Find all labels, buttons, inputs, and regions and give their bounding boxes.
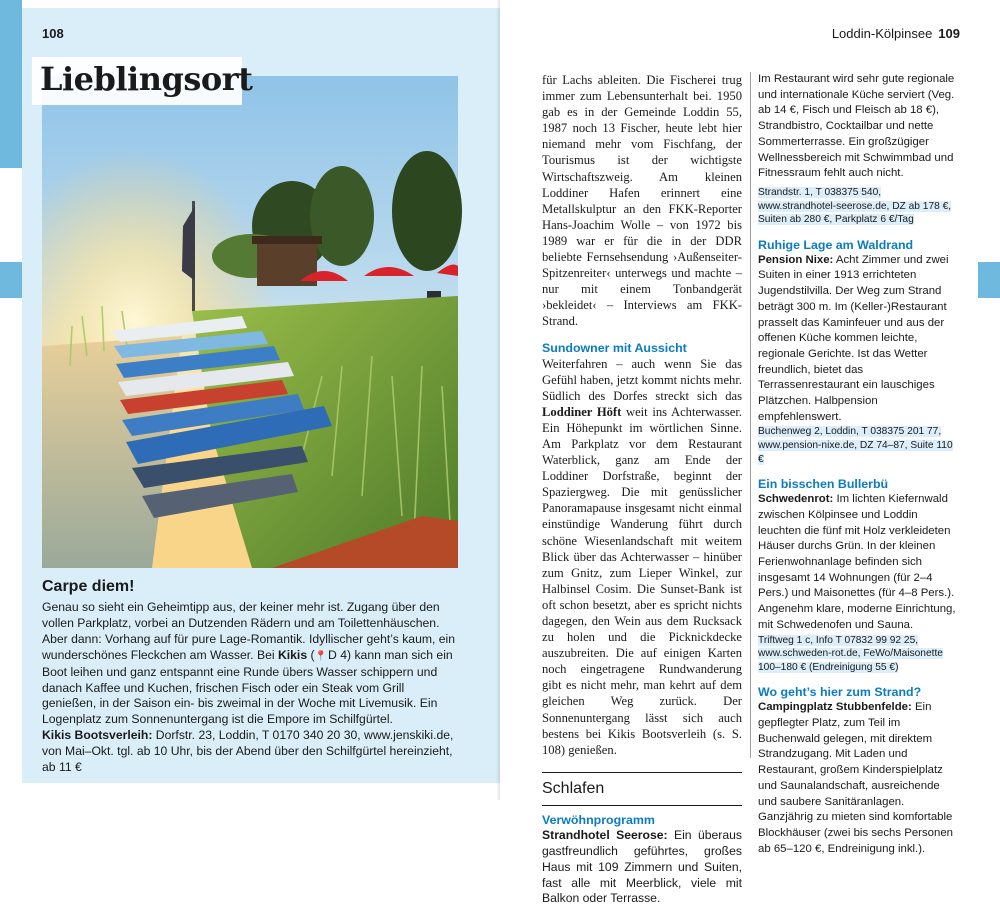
nixe-name: Pension Nixe: (758, 253, 834, 266)
camping-text: Ein gepflegter Platz, zum Teil im Buchenwald gelegen, mit direktem Strandzugang. Mit Laden und Restaurant, großem Kinderspielplatz und Saunalandschaft, ausreichende und saubere Sanitäranlagen. Ganzjährig zu mieten sind komfortable Blockhäuser (zwei bis sechs Personen ab 65–120 €, Endreinigung inkl.). (758, 701, 953, 855)
info-label: Kikis Bootsverleih: (42, 728, 153, 743)
page-title: Lieblingsort (40, 60, 253, 98)
nixe-info-text: Buchenweg 2, Loddin, T 038375 201 77, www.pension-nixe.de, DZ 74–87, Suite 110 € (758, 426, 953, 465)
seerose-paragraph (542, 828, 742, 907)
seerose-info-text: Strandstr. 1, T 038375 540, www.strandhotel-seerose.de, DZ ab 178 €, Suiten ab 280 €, Parkplatz 6 €/Tag (758, 186, 952, 226)
seerose-name: Strandhotel Seerose: (542, 827, 668, 842)
camping-paragraph (758, 700, 958, 857)
info-text: Dorfstr. 23, Loddin, T 0170 340 20 30, www.jenskiki.de, von Mai–Okt. tgl. ab 10 Uhr, bis der Abend über den Schilfgürtel hereinzieht, ab 11 € (42, 728, 454, 775)
section-heading: Wo geht’s hier zum Strand? (758, 685, 922, 700)
column-divider (750, 72, 751, 758)
lake-boats-photo (42, 76, 458, 568)
page-number: 108 (42, 26, 64, 41)
schwedenrot-info-text: Triftweg 1 c, Info T 07832 99 92 25, www.schweden-rot.de, FeWo/Maisonette 100–180 € (Endreinigung 55 €) (758, 634, 943, 673)
nixe-info (758, 425, 958, 466)
feature-text: Genau so sieht ein Geheimtipp aus, der keiner mehr ist. Zugang über den vollen Parkplatz, vorbei an Dutzenden Rädern und am Toilettenhäuschen. Aber dann: Vorhang auf für pure Lage-Romantik. Idyllischer geht’s kaum, ein wunderschönes Fleckchen am Wasser. Bei Kikis (📍 D 4) kann man sich ein Boot leihen und ganz entspannt eine Runde übers Wasser schippern und danach Kaffee und Kuchen, frischen Fisch oder ein Steak vom Grill genießen, in der Saison ein- bis zweimal in der Woche mit Livemusik. Ein Logenplatz zum Sonnenuntergang ist die Empore im Schilfgürtel. Kikis Bootsverleih: Dorfstr. 23, Loddin, T 0170 340 20 30, www.jenskiki.de, von Mai–Okt. tgl. ab 10 Uhr, bis der Abend über den Schilfgürtel hereinzieht, ab 11 € (42, 600, 456, 775)
section-heading: Ruhige Lage am Waldrand (758, 237, 914, 252)
schwedenrot-info (758, 634, 958, 675)
section-heading: Ein bisschen Bullerbü (758, 477, 889, 492)
sundowner-paragraph (542, 356, 742, 758)
seerose-info (758, 186, 958, 227)
thumb-tab (0, 262, 22, 298)
sundowner-text-b: weit ins Achterwasser. Ein Höhepunkt im wörtlichen Sinne. Am Parkplatz vor dem Restaurant Waterblick, ganz am Ende der Loddiner Dorfstraße, beginnt der Spaziergweg. Die mit genüsslicher Panoramapause insgesamt nicht einmal einstündige Wanderung führt durch schöne Wiesenlandschaft mit weitem Blick über das Achterwasser – hinüber zum Gnitz, zum Lieper Winkel, zur Halbinsel Cosim. Die Sunset-Bank ist oft schon besetzt, aber es spricht nichts dagegen, den Wein aus dem Rucksack zu holen und die Picknickdecke auszubreiten. Die auf einigen Karten noch eingetragene Rundwanderung gibt es nicht mehr, man kehrt auf dem gleichen Weg zurück. Der Sonnenuntergang lässt sich auch bestens bei Kikis Bootsverleih (s. S. 108) genießen. (542, 404, 742, 757)
column-1 (542, 72, 742, 907)
section-heading: Verwöhnprogramm (542, 812, 655, 827)
sundowner-text-a: Weiterfahren – auch wenn Sie das Gefühl haben, jetzt kommt nichts mehr. Südlich des Dorfes streckt sich das (542, 356, 742, 403)
map-pin-icon: 📍 (314, 650, 328, 662)
section-heading: Sundowner mit Aussicht (542, 340, 687, 355)
schwedenrot-paragraph (758, 492, 958, 633)
running-head (832, 26, 960, 41)
thumb-tab (978, 262, 1000, 298)
left-page (0, 0, 500, 800)
running-head-title: Loddin-Kölpinsee (831, 26, 933, 41)
nixe-text: Acht Zimmer und zwei Suiten in einer 1913 errichteten Jugendstilvilla. Der Weg zum Strand beträgt 300 m. Im (Keller-)Restaurant prasselt das Kaminfeuer und aus der offenen Küche kommen leichte, regionale Gerichte. Ist das Wetter freundlich, bietet das Terrassenrestaurant ein lauschiges Plätzchen. Halbpension empfehlenswert. (758, 253, 949, 423)
intro-paragraph: für Lachs ableiten. Die Fischerei trug immer zum Lebensunterhalt bei. 1950 gab es in der Gemeinde Loddin 55, 1987 noch 13 Fischer, heute lebt hier niemand mehr vom Fischfang, der Tourismus ist der wichtigste Wirtschaftszweig. Am kleinen Loddiner Hafen erinnert eine Metallskulptur an den FKK-Reporter Hans-Joachim Wolle – von 1972 bis 1989 war er für die in der DDR beliebte Fernsehsendung ›Außenseiter-Spitzenreiter‹ unterwegs und machte – nur mit einem Tonbandgerät ›bekleidet‹ – Interviews am FKK-Strand. (542, 73, 742, 329)
camping-name: Campingplatz Stubbenfelde: (758, 701, 912, 714)
page-number: 109 (938, 26, 960, 41)
kikis-link[interactable]: Kikis (277, 647, 308, 662)
thumb-tab (0, 0, 22, 168)
seerose-continued: Im Restaurant wird sehr gute regionale und internationale Küche serviert (Veg. ab 14 €, Fisch und Fleisch ab 18 €), Strandbistro, Cocktailbar und nette Sommerterrasse. Ein großzügiger Wellnessbereich mit Schwimmbad und Fitnessraum fehlt auch nicht. (758, 73, 955, 180)
column-2 (758, 72, 958, 857)
schwedenrot-text: Im lichten Kiefernwald zwischen Kölpinsee und Loddin leuchten die fünf mit Holz verkleideten Häuser durchs Grün. In der kleinen Ferienwohnanlage befinden sich insgesamt 14 Wohnungen (für 2–4 Pers.) und Maisonettes (für 4–8 Pers.). Angenehm klare, moderne Einrichtung, mit Schwedenofen und Sauna. (758, 493, 956, 631)
nixe-paragraph (758, 253, 958, 426)
loddiner-hoeft: Loddiner Höft (542, 404, 622, 419)
seerose-text: Ein überaus gastfreundlich geführtes, großes Haus mit 109 Zimmern und Suiten, fast alle mit Meerblick, viele mit Balkon oder Terrasse. (542, 827, 742, 906)
feature-paragraph-2: ) kann man sich ein Boot leihen und ganz entspannt eine Runde übers Wasser schippern und danach Kaffee und Kuchen, frischen Fisch oder ein Steak vom Grill genießen, in der Saison ein- bis zweimal in der Woche mit Livemusik. Ein Logenplatz zum Sonnenuntergang ist die Empore im Schilfgürtel. (42, 647, 453, 727)
schwedenrot-name: Schwedenrot: (758, 493, 834, 506)
feature-heading: Carpe diem! (42, 578, 135, 595)
feature-paragraph-1: Genau so sieht ein Geheimtipp aus, der keiner mehr ist. Zugang über den vollen Parkplatz, vorbei an Dutzenden Rädern und am Toilettenhäuschen. Aber dann: Vorhang auf für pure Lage-Romantik. Idyllischer geht’s kaum, ein wunderschönes Fleckchen am Wasser. Bei (42, 600, 456, 662)
map-reference: D 4 (328, 647, 348, 662)
schlafen-heading: Schlafen (542, 772, 742, 806)
